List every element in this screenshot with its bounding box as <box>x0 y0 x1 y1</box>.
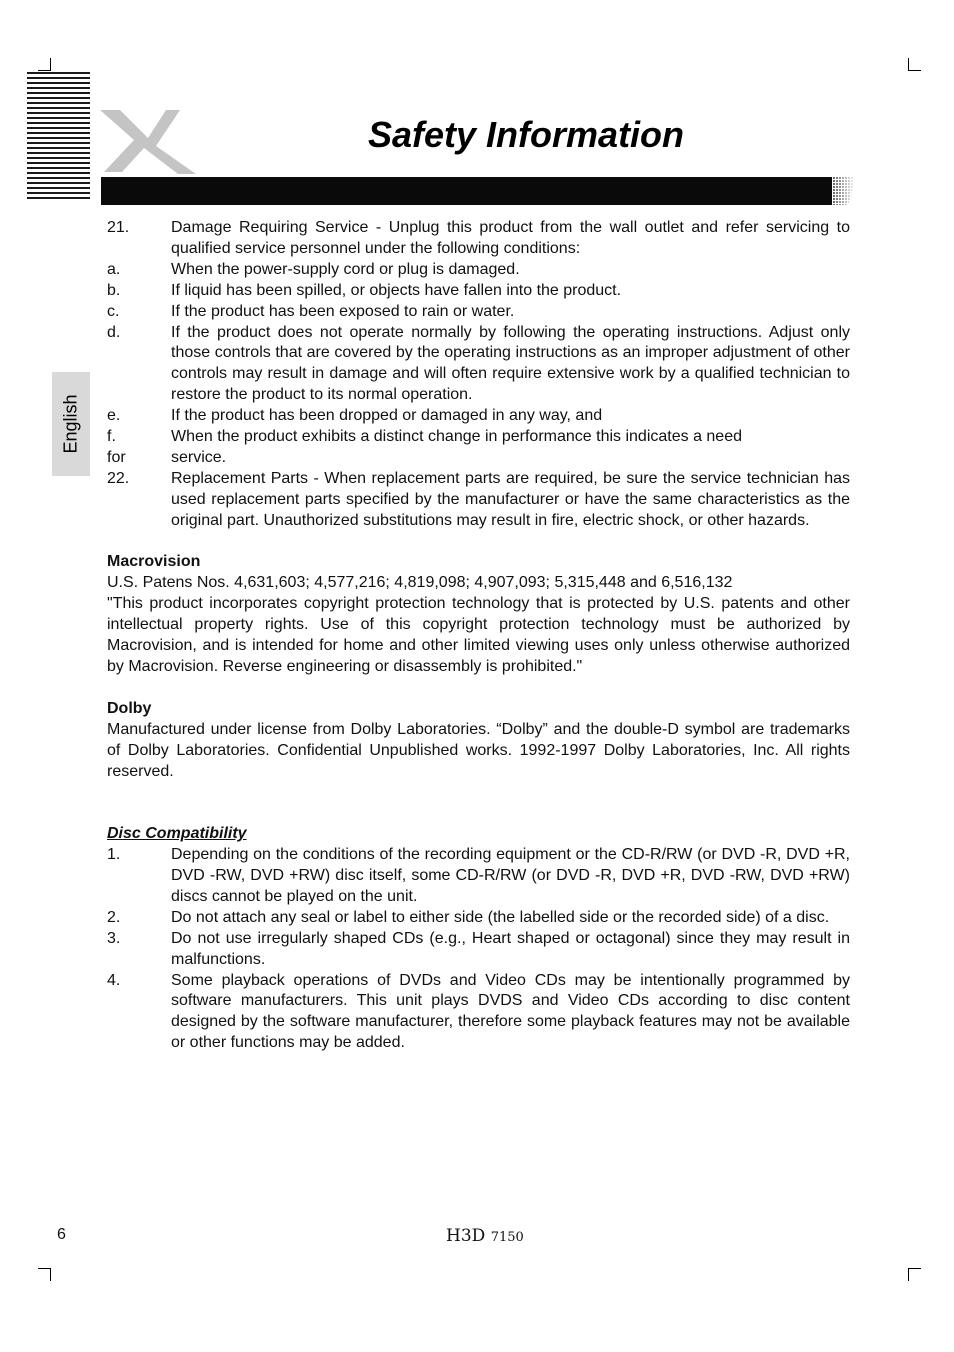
language-tab <box>52 372 90 476</box>
list-item <box>107 427 850 448</box>
list-item-text: When the power-supply cord or plug is damaged. <box>171 260 520 278</box>
page-content <box>107 218 850 1054</box>
macrovision-heading: Macrovision <box>107 553 201 571</box>
header-stripes-decoration <box>27 72 90 202</box>
list-item-number: 21. <box>107 219 130 236</box>
macrovision-text: "This product incorporates copyright protection technology that is protected by U.S. patents and other intellectual property rights. Use of this copyright protection technology must be authorized by Macrovision, and is intended for home and other limited viewing uses only unless otherwise authorized by Macrovision. Reverse engineering or disassembly is prohibited." <box>107 595 850 676</box>
list-item <box>107 971 850 1055</box>
list-item-text: Depending on the conditions of the recording equipment or the CD-R/RW (or DVD -R, DVD +R, DVD -RW, DVD +RW) disc itself, some CD-R/RW (or DVD -R, DVD +R, DVD -RW, DVD +RW) discs cannot be played on the unit. <box>171 846 850 905</box>
language-tab-label: English <box>60 394 81 454</box>
list-item <box>107 469 850 532</box>
crop-mark-bottom-left <box>38 1268 51 1281</box>
list-item <box>107 406 850 427</box>
list-item-text: Damage Requiring Service - Unplug this product from the wall outlet and refer servicing to qualified service personnel under the following conditions: <box>171 219 850 257</box>
page-number: 6 <box>57 1226 66 1243</box>
model-name <box>446 1226 524 1246</box>
list-item-number: f. <box>107 428 116 446</box>
list-item <box>107 845 850 908</box>
list-item-number: c. <box>107 302 120 320</box>
title-bar <box>101 177 831 205</box>
list-item-text: service. <box>171 448 227 466</box>
crop-mark-top-left <box>38 58 51 71</box>
list-item-text: If liquid has been spilled, or objects have fallen into the product. <box>171 281 622 299</box>
crop-mark-bottom-right <box>908 1268 921 1281</box>
list-item-number: 4. <box>107 971 121 989</box>
dolby-text: Manufactured under license from Dolby Laboratories. “Dolby” and the double-D symbol are trademarks of Dolby Laboratories. Confidential Unpublished works. 1992-1997 Dolby Laboratories, Inc. All rights reserved. <box>107 720 850 780</box>
brand-x-logo-icon <box>96 104 200 176</box>
list-item-number: 2. <box>107 908 121 926</box>
list-item-number: d. <box>107 323 121 341</box>
list-item-number: 3. <box>107 929 121 947</box>
list-item <box>107 448 850 469</box>
list-item <box>107 302 850 323</box>
list-item-number: e. <box>107 407 121 425</box>
macrovision-patents: U.S. Patens Nos. 4,631,603; 4,577,216; 4,819,098; 4,907,093; 5,315,448 and 6,516,132 <box>107 574 733 592</box>
title-bar-dot-fade <box>818 177 856 205</box>
list-item-text: If the product has been dropped or damaged in any way, and <box>171 407 603 425</box>
list-item-text: Do not attach any seal or label to either side (the labelled side or the recorded side) of a disc. <box>171 908 830 926</box>
model-name-text: H3D <box>446 1226 486 1246</box>
list-item <box>107 281 850 302</box>
list-item-text: Replacement Parts - When replacement parts are required, be sure the service technician has used replacement parts specified by the manufacturer or have the same characteristics as the original part. Unauthorized substitutions may result in fire, electric shock, or other hazards. <box>171 469 850 529</box>
list-item-text: When the product exhibits a distinct change in performance this indicates a need <box>171 428 742 446</box>
list-item <box>107 929 850 971</box>
list-item <box>107 908 850 929</box>
list-item <box>107 260 850 281</box>
list-item-number: 1. <box>107 846 121 864</box>
list-item-number: for <box>107 448 126 466</box>
list-item-text: If the product does not operate normally by following the operating instructions. Adjust only those controls that are covered by the operating instructions as an improper adjustment of other controls may result in damage and will often require extensive work by a qualified technician to restore the product to its normal operation. <box>171 323 850 404</box>
crop-mark-top-right <box>908 58 921 71</box>
disc-compatibility-heading: Disc Compatibility <box>107 825 247 843</box>
list-item-number: 22. <box>107 469 130 487</box>
list-item-text: Some playback operations of DVDs and Video CDs may be intentionally programmed by software manufacturers. This unit plays DVDS and Video CDs according to disc content designed by the software manufacturer, therefore some playback features may not be available or other functions may be added. <box>171 971 850 1052</box>
list-item-number: a. <box>107 260 121 278</box>
dolby-heading: Dolby <box>107 699 152 717</box>
page-title: Safety Information <box>368 114 685 155</box>
list-item-number: b. <box>107 281 121 299</box>
list-item-text: If the product has been exposed to rain or water. <box>171 302 515 320</box>
list-item-text: Do not use irregularly shaped CDs (e.g., Heart shaped or octagonal) since they may result in malfunctions. <box>171 929 850 968</box>
list-item <box>107 218 850 260</box>
list-item <box>107 323 850 407</box>
model-number: 7150 <box>490 1230 524 1245</box>
